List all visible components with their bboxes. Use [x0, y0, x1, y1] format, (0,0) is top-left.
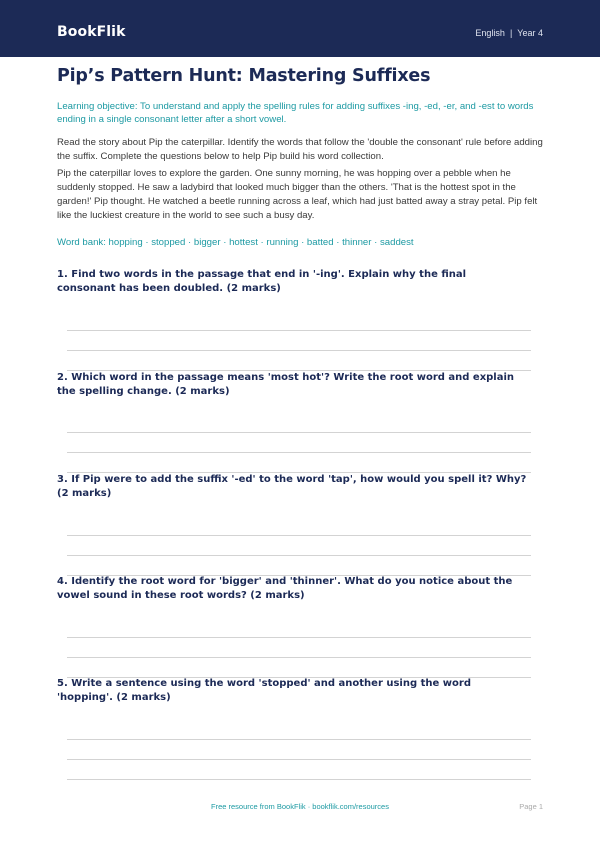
answer-line[interactable] — [67, 739, 531, 740]
header-bar — [0, 0, 600, 57]
answer-line[interactable] — [67, 759, 531, 760]
answer-line[interactable] — [67, 779, 531, 780]
year-label: Year 4 — [517, 28, 543, 38]
word-bank: Word bank: hopping · stopped · bigger · hottest · running · batted · thinner · saddest — [57, 237, 414, 248]
question-5: 5. Write a sentence using the word 'stopped' and another using the word 'hopping'. (2 marks) — [57, 678, 471, 703]
page-title: Pip’s Pattern Hunt: Mastering Suffixes — [57, 66, 431, 86]
story-paragraph: Pip the caterpillar loves to explore the garden. One sunny morning, he was hopping over a pebble when he suddenly stopped. He saw a ladybird that looked much bigger than the others. 'That is the hottest spot in the garden!' Pip thought. He watched a beetle running across a leaf, which had just batted away a stray petal. Pip felt like the luckiest creature in the world to see such a busy day. — [57, 168, 538, 221]
question-4: 4. Identify the root word for 'bigger' and 'thinner'. What do you notice about the vowel sound in these root words? (2 marks) — [57, 576, 513, 601]
question-2: 2. Which word in the passage means 'most hot'? Write the root word and explain the spelling change. (2 marks) — [57, 372, 515, 397]
answer-line[interactable] — [67, 350, 531, 351]
footer-text[interactable]: Free resource from BookFlik · bookflik.com/resources — [211, 802, 389, 811]
page-number: Page 1 — [519, 802, 543, 811]
subject-label: English — [475, 28, 505, 38]
meta-separator: | — [509, 28, 513, 38]
answer-line[interactable] — [67, 452, 531, 453]
answer-line[interactable] — [67, 637, 531, 638]
question-3: 3. If Pip were to add the suffix '-ed' to the word 'tap', how would you spell it? Why? (2 marks) — [57, 474, 527, 499]
answer-line[interactable] — [67, 535, 531, 536]
brand-logo[interactable]: BookFlik — [57, 24, 126, 40]
header-meta — [475, 28, 543, 38]
answer-line[interactable] — [67, 555, 531, 556]
learning-objective: Learning objective: To understand and apply the spelling rules for adding suffixes -ing, -ed, -er, and -est to words ending in a single consonant letter after a short vowel. — [57, 101, 534, 125]
answer-line[interactable] — [67, 657, 531, 658]
answer-line[interactable] — [67, 432, 531, 433]
answer-line[interactable] — [67, 330, 531, 331]
question-1: 1. Find two words in the passage that end in '-ing'. Explain why the final consonant has been doubled. (2 marks) — [57, 269, 467, 294]
instructions-paragraph: Read the story about Pip the caterpillar. Identify the words that follow the 'double the consonant' rule before adding the suffix. Complete the questions below to help Pip build his word collection. — [57, 137, 543, 162]
